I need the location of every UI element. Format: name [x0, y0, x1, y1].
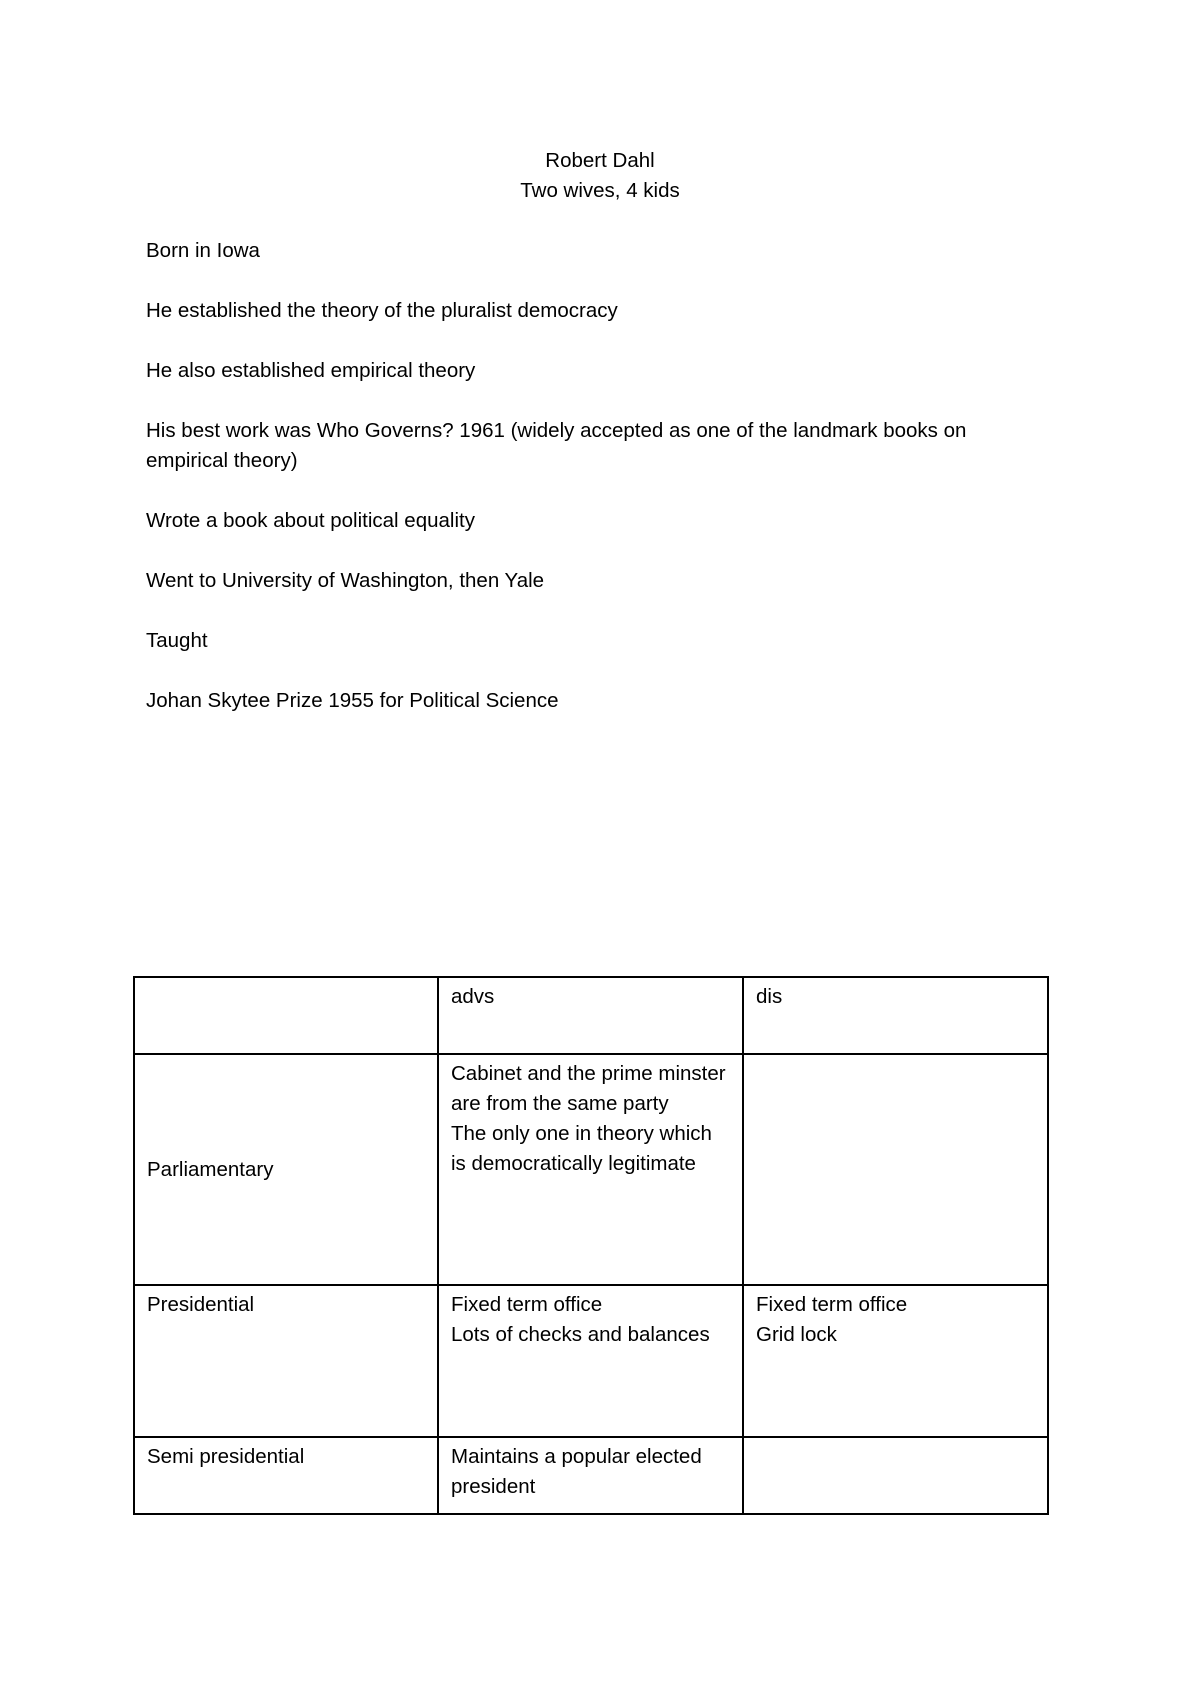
dis-cell — [743, 1437, 1048, 1514]
table-header-cell: dis — [743, 977, 1048, 1054]
table-header-cell — [134, 977, 438, 1054]
note-paragraph: He also established empirical theory — [146, 359, 476, 382]
advs-line: The only one in theory which is democratically legitimate — [451, 1122, 712, 1175]
note-paragraph: Taught — [146, 629, 208, 652]
table-header-cell: advs — [438, 977, 743, 1054]
note-paragraph: Went to University of Washington, then Yale — [146, 569, 545, 592]
note-paragraph: His best work was Who Governs? 1961 (widely accepted as one of the landmark books on empirical theory) — [146, 419, 967, 472]
dis-cell — [743, 1285, 1048, 1437]
advs-line: Cabinet and the prime minster are from the same party — [451, 1062, 726, 1115]
title-block — [0, 146, 1200, 206]
dis-cell — [743, 1054, 1048, 1285]
note-paragraph: Born in Iowa — [146, 239, 260, 262]
advs-cell — [438, 1285, 743, 1437]
page-title: Robert Dahl — [545, 149, 655, 172]
advs-cell — [438, 1437, 743, 1514]
table-row — [134, 1285, 1048, 1437]
page-subtitle: Two wives, 4 kids — [520, 179, 680, 202]
table-row — [134, 1437, 1048, 1514]
advs-line: Fixed term office — [451, 1293, 603, 1316]
advs-line: Lots of checks and balances — [451, 1323, 710, 1346]
table-header-row — [134, 977, 1048, 1054]
system-cell: Semi presidential — [134, 1437, 438, 1514]
government-systems-table — [133, 976, 1049, 1515]
note-paragraph: He established the theory of the pluralist democracy — [146, 299, 618, 322]
note-paragraph: Johan Skytee Prize 1955 for Political Science — [146, 689, 559, 712]
dis-line: Fixed term office — [756, 1293, 908, 1316]
table-row — [134, 1054, 1048, 1285]
dis-line: Grid lock — [756, 1323, 837, 1346]
advs-cell — [438, 1054, 743, 1285]
system-cell: Parliamentary — [134, 1054, 438, 1285]
system-cell: Presidential — [134, 1285, 438, 1437]
advs-line: Maintains a popular elected president — [451, 1445, 702, 1498]
notes-list — [146, 236, 1046, 746]
note-paragraph: Wrote a book about political equality — [146, 509, 475, 532]
